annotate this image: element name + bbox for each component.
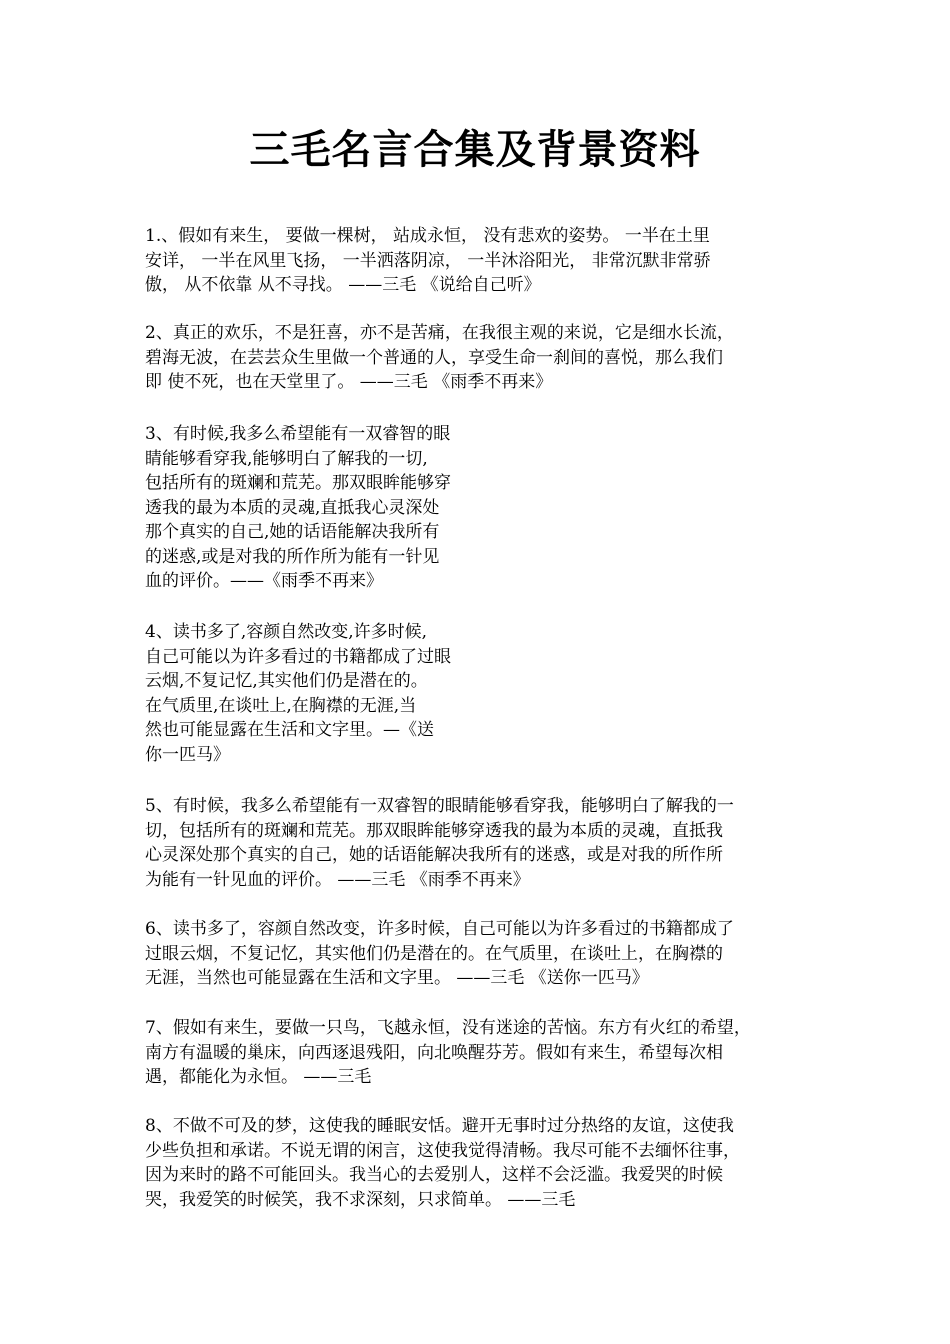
text-line: 切，包括所有的斑斓和荒芜。那双眼眸能够穿透我的最为本质的灵魂，直抵我 <box>145 820 723 841</box>
text-line: 睛能够看穿我,能够明白了解我的一切, <box>145 448 428 469</box>
text-line: 包括所有的斑斓和荒芜。那双眼眸能够穿 <box>145 473 451 493</box>
quote-paragraph-3 <box>145 422 451 594</box>
text-line: 心灵深处那个真实的自己，她的话语能解决我所有的迷惑，或是对我的所作所 <box>145 845 723 865</box>
quote-paragraph-1 <box>145 224 711 298</box>
text-line: 你一匹马》 <box>145 744 230 765</box>
text-line: 5、有时候，我多么希望能有一双睿智的眼睛能够看穿我，能够明白了解我的一 <box>145 796 734 816</box>
text-line: 然也可能显露在生活和文字里。—《送 <box>145 720 434 740</box>
text-line: 遇，都能化为永恒。 ——三毛 <box>145 1067 372 1087</box>
document-title: 三毛名言合集及背景资料 <box>249 126 701 173</box>
text-line: 哭，我爱笑的时候笑，我不求深刻，只求简单。 ——三毛 <box>145 1189 576 1210</box>
text-line: 为能有一针见血的评价。 ——三毛 《雨季不再来》 <box>145 869 530 890</box>
text-line: 因为来时的路不可能回头。我当心的去爱别人，这样不会泛滥。我爱哭的时候 <box>145 1165 723 1185</box>
quote-paragraph-7 <box>145 1016 751 1090</box>
text-line: 透我的最为本质的灵魂,直抵我心灵深处 <box>145 497 440 518</box>
text-line: 1.、假如有来生， 要做一棵树， 站成永恒， 没有悲欢的姿势。 一半在土里 <box>145 226 710 246</box>
text-line: 傲， 从不依靠 从不寻找。 ——三毛 《说给自己听》 <box>145 275 541 295</box>
text-line: 2、真正的欢乐，不是狂喜，亦不是苦痛，在我很主观的来说，它是细水长流， <box>145 323 734 343</box>
text-line: 3、有时候,我多么希望能有一双睿智的眼 <box>145 424 451 444</box>
text-line: 6、读书多了，容颜自然改变，许多时候，自己可能以为许多看过的书籍都成了 <box>145 919 734 939</box>
text-line: 4、读书多了,容颜自然改变,许多时候, <box>145 622 428 642</box>
quote-paragraph-5 <box>145 794 734 892</box>
quote-paragraph-8 <box>145 1114 740 1212</box>
text-line: 过眼云烟，不复记忆，其实他们仍是潜在的。在气质里，在谈吐上，在胸襟的 <box>145 943 723 964</box>
text-line: 无涯，当然也可能显露在生活和文字里。 ——三毛 《送你一匹马》 <box>145 968 649 988</box>
quote-paragraph-4 <box>145 620 451 767</box>
text-line: 南方有温暖的巢床，向西逐退残阳，向北唤醒芬芳。假如有来生，希望每次相 <box>145 1042 723 1063</box>
text-line: 云烟,不复记忆,其实他们仍是潜在的。 <box>145 671 428 691</box>
text-line: 血的评价。——《雨季不再来》 <box>145 571 383 591</box>
text-line: 自己可能以为许多看过的书籍都成了过眼 <box>145 646 451 667</box>
text-line: 在气质里,在谈吐上,在胸襟的无涯,当 <box>145 695 417 716</box>
text-line: 碧海无波，在芸芸众生里做一个普通的人，享受生命一刹间的喜悦，那么我们 <box>145 347 723 368</box>
text-line: 8、不做不可及的梦，这使我的睡眠安恬。避开无事时过分热络的友谊，这使我 <box>145 1116 734 1136</box>
text-line: 即 使不死，也在天堂里了。 ——三毛 《雨季不再来》 <box>145 372 553 392</box>
quote-paragraph-6 <box>145 917 734 991</box>
text-line: 少些负担和承诺。不说无谓的闲言，这使我觉得清畅。我尽可能不去缅怀往事， <box>145 1140 740 1161</box>
text-line: 安详， 一半在风里飞扬， 一半洒落阴凉， 一半沐浴阳光， 非常沉默非常骄 <box>145 250 711 271</box>
text-line: 7、假如有来生，要做一只鸟，飞越永恒，没有迷途的苦恼。东方有火红的希望， <box>145 1018 751 1038</box>
text-line: 的迷惑,或是对我的所作所为能有一针见 <box>145 546 440 567</box>
quote-paragraph-2 <box>145 321 734 395</box>
text-line: 那个真实的自己,她的话语能解决我所有 <box>145 522 440 542</box>
